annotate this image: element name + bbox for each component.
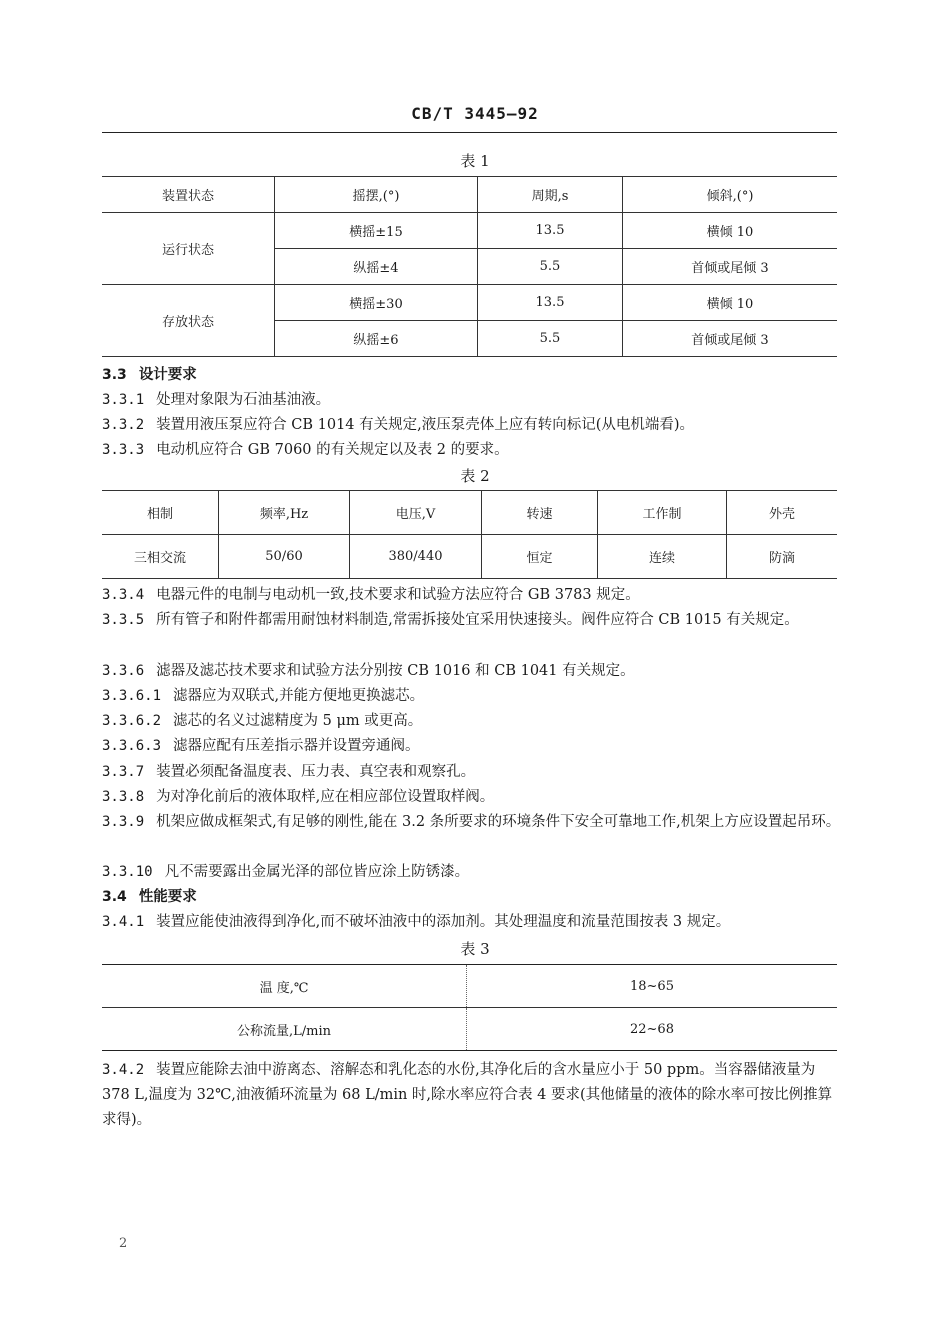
clause-number: 3.3.9 bbox=[102, 814, 145, 830]
table-cell: 首倾或尾倾 3 bbox=[623, 249, 838, 285]
table-cell: 横摇±30 bbox=[275, 285, 478, 321]
clause-number: 3.3.6.1 bbox=[102, 688, 162, 704]
clause-text: 机架应做成框架式,有足够的刚性,能在 3.2 条所要求的环境条件下安全可靠地工作,机架上方应设置起吊环。 bbox=[156, 814, 841, 830]
clause-number: 3.3.7 bbox=[102, 764, 145, 780]
paragraph-3-3-1 bbox=[102, 389, 842, 411]
table-cell: 5.5 bbox=[478, 321, 623, 357]
table-cell: 横倾 10 bbox=[623, 285, 838, 321]
table-row bbox=[102, 285, 837, 321]
paragraph-3-3-6-3 bbox=[102, 735, 842, 757]
table-cell: 恒定 bbox=[482, 535, 598, 579]
table-cell: 13.5 bbox=[478, 285, 623, 321]
table-row bbox=[102, 1008, 837, 1051]
table3 bbox=[102, 964, 837, 1051]
paragraph-3-3-3 bbox=[102, 439, 842, 461]
table-row bbox=[102, 213, 837, 249]
clause-text: 滤器应为双联式,并能方便地更换滤芯。 bbox=[173, 688, 425, 704]
clause-number: 3.4.2 bbox=[102, 1062, 145, 1078]
clause-text: 滤器及滤芯技术要求和试验方法分别按 CB 1016 和 CB 1041 有关规定。 bbox=[156, 663, 635, 679]
table-cell-state: 运行状态 bbox=[102, 213, 275, 285]
table1 bbox=[102, 176, 837, 357]
table-cell: 连续 bbox=[598, 535, 727, 579]
table1-caption: 表 1 bbox=[460, 152, 490, 170]
table-cell-state: 存放状态 bbox=[102, 285, 275, 357]
clause-text: 为对净化前后的液体取样,应在相应部位设置取样阀。 bbox=[156, 789, 495, 805]
table-header-row bbox=[102, 177, 837, 213]
clause-number: 3.3.6 bbox=[102, 663, 145, 679]
table-cell: 三相交流 bbox=[102, 535, 219, 579]
table-cell: 纵摇±4 bbox=[275, 249, 478, 285]
table-header-cell: 转速 bbox=[482, 491, 598, 535]
paragraph-3-3-9 bbox=[102, 810, 844, 835]
clause-text: 处理对象限为石油基油液。 bbox=[156, 392, 331, 408]
table-cell: 横倾 10 bbox=[623, 213, 838, 249]
table2-caption: 表 2 bbox=[460, 467, 490, 485]
clause-text: 所有管子和附件都需用耐蚀材料制造,常需拆接处宜采用快速接头。阀件应符合 CB 1015 有关规定。 bbox=[156, 612, 799, 628]
table-header-cell: 相制 bbox=[102, 491, 219, 535]
paragraph-3-3-2 bbox=[102, 414, 842, 436]
paragraph-3-3-6 bbox=[102, 660, 842, 682]
table-cell: 温 度,℃ bbox=[102, 965, 467, 1008]
table-header-cell: 外壳 bbox=[727, 491, 838, 535]
table-cell: 380/440 bbox=[350, 535, 482, 579]
section-3-4-heading bbox=[102, 886, 842, 908]
clause-number: 3.3.4 bbox=[102, 587, 145, 603]
paragraph-3-3-6-2 bbox=[102, 710, 842, 732]
clause-text: 装置应能除去油中游离态、溶解态和乳化态的水份,其净化后的含水量应小于 50 ppm。当容器储液量为 378 L,温度为 32℃,油液循环流量为 68 L/min 时,除水率应符合表 4 要求(其他储量的液体的除水率可按比例推算求得)。 bbox=[102, 1062, 833, 1128]
clause-number: 3.3.8 bbox=[102, 789, 145, 805]
clause-text: 电动机应符合 GB 7060 的有关规定以及表 2 的要求。 bbox=[156, 442, 509, 458]
table-cell: 13.5 bbox=[478, 213, 623, 249]
header-rule bbox=[102, 132, 837, 133]
table2 bbox=[102, 490, 837, 579]
document-code-header: CB/T 3445—92 bbox=[411, 104, 539, 123]
table-header-cell: 周期,s bbox=[478, 177, 623, 213]
clause-number: 3.3.5 bbox=[102, 612, 145, 628]
table-cell: 纵摇±6 bbox=[275, 321, 478, 357]
section-number: 3.4 bbox=[102, 889, 127, 905]
clause-text: 电器元件的电制与电动机一致,技术要求和试验方法应符合 GB 3783 规定。 bbox=[156, 587, 640, 603]
clause-number: 3.3.1 bbox=[102, 392, 145, 408]
table-cell: 50/60 bbox=[219, 535, 350, 579]
table-cell: 18~65 bbox=[630, 978, 674, 994]
paragraph-3-4-1 bbox=[102, 911, 842, 933]
table-header-row bbox=[102, 491, 837, 535]
clause-number: 3.3.3 bbox=[102, 442, 145, 458]
clause-number: 3.3.2 bbox=[102, 417, 145, 433]
table-header-cell: 频率,Hz bbox=[219, 491, 350, 535]
table-cell: 防滴 bbox=[727, 535, 838, 579]
table-header-cell: 倾斜,(°) bbox=[623, 177, 838, 213]
table-header-cell: 工作制 bbox=[598, 491, 727, 535]
table-header-cell: 摇摆,(°) bbox=[275, 177, 478, 213]
clause-text: 凡不需要露出金属光泽的部位皆应涂上防锈漆。 bbox=[164, 864, 470, 880]
paragraph-3-3-5 bbox=[102, 608, 844, 633]
table-row bbox=[102, 535, 837, 579]
paragraph-3-3-6-1 bbox=[102, 685, 842, 707]
section-title: 设计要求 bbox=[138, 367, 197, 383]
table-cell: 5.5 bbox=[478, 249, 623, 285]
paragraph-3-3-10 bbox=[102, 861, 842, 883]
paragraph-3-3-8 bbox=[102, 786, 842, 808]
clause-number: 3.4.1 bbox=[102, 914, 145, 930]
table-cell: 公称流量,L/min bbox=[102, 1008, 467, 1051]
clause-number: 3.3.6.2 bbox=[102, 713, 162, 729]
page-number: 2 bbox=[119, 1236, 128, 1251]
clause-number: 3.3.10 bbox=[102, 864, 153, 880]
clause-number: 3.3.6.3 bbox=[102, 738, 162, 754]
clause-text: 滤器应配有压差指示器并设置旁通阀。 bbox=[173, 738, 420, 754]
table-row bbox=[102, 965, 837, 1008]
table-header-cell: 装置状态 bbox=[102, 177, 275, 213]
table-cell: 22~68 bbox=[467, 1008, 838, 1051]
clause-text: 装置必须配备温度表、压力表、真空表和观察孔。 bbox=[156, 764, 476, 780]
table-header-cell: 电压,V bbox=[350, 491, 482, 535]
section-title: 性能要求 bbox=[138, 889, 197, 905]
paragraph-3-4-2 bbox=[102, 1058, 844, 1133]
clause-text: 滤芯的名义过滤精度为 5 μm 或更高。 bbox=[173, 713, 423, 729]
paragraph-3-3-4 bbox=[102, 584, 842, 606]
table3-caption: 表 3 bbox=[460, 940, 490, 958]
clause-text: 装置用液压泵应符合 CB 1014 有关规定,液压泵壳体上应有转向标记(从电机端看)。 bbox=[156, 417, 695, 433]
paragraph-3-3-7 bbox=[102, 761, 842, 783]
table-cell: 首倾或尾倾 3 bbox=[623, 321, 838, 357]
section-3-3-heading bbox=[102, 364, 842, 386]
section-number: 3.3 bbox=[102, 367, 127, 383]
table-cell: 横摇±15 bbox=[275, 213, 478, 249]
clause-text: 装置应能使油液得到净化,而不破坏油液中的添加剂。其处理温度和流量范围按表 3 规定。 bbox=[156, 914, 731, 930]
